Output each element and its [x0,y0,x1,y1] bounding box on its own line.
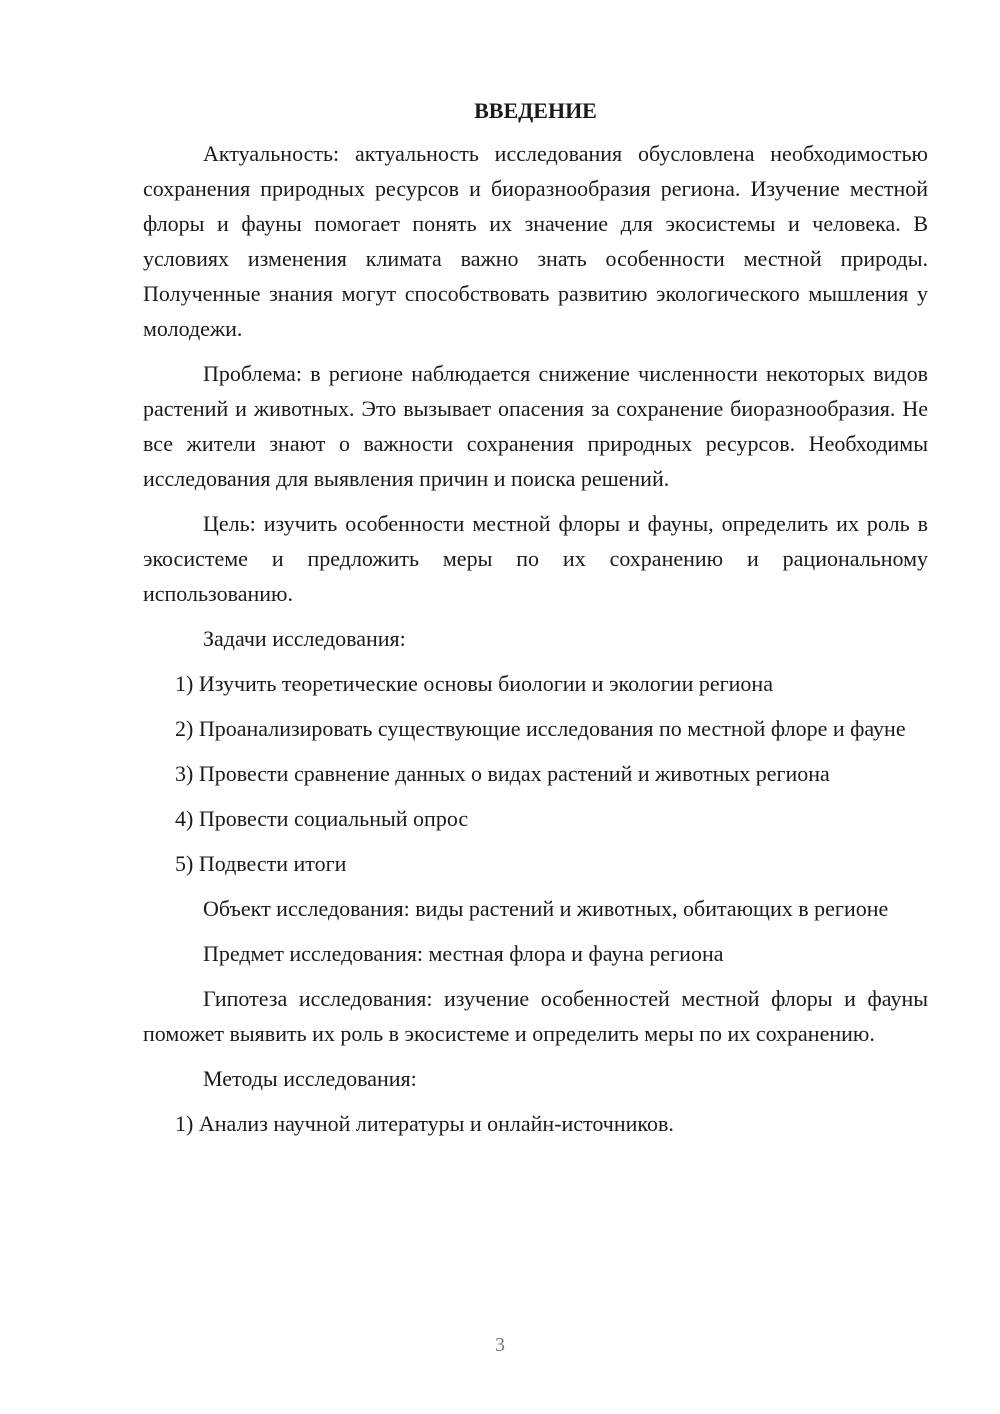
task-item: 2) Проанализировать существующие исследования по местной флоре и фауне [175,716,906,741]
task-item: 1) Изучить теоретические основы биологии и экологии региона [175,671,773,696]
task-item: 3) Провести сравнение данных о видах растений и животных региона [175,761,830,786]
task-item: 4) Провести социальный опрос [175,806,469,831]
method-item: 1) Анализ научной литературы и онлайн-источников. [175,1111,674,1136]
task-item: 5) Подвести итоги [175,851,347,876]
tasks-heading: Задачи исследования: [203,626,406,651]
paragraph-subject: Предмет исследования: местная флора и фауна региона [203,941,724,966]
paragraph-object: Объект исследования: виды растений и животных, обитающих в регионе [203,896,889,921]
document-page [143,96,928,1151]
paragraph-hypothesis: Гипотеза исследования: изучение особенностей местной флоры и фауны поможет выявить их роль в экосистеме и определить меры по их сохранению. [143,986,928,1046]
methods-heading: Методы исследования: [203,1066,417,1091]
paragraph-relevance: Актуальность: актуальность исследования обусловлена необходимостью сохранения природных ресурсов и биоразнообразия региона. Изучение местной флоры и фауны помогает понять их значение для экосистемы и человека. В условиях изменения климата важно знать особенности местной природы. Полученные знания могут способствовать развитию экологического мышления у молодежи. [143,141,928,341]
paragraph-goal: Цель: изучить особенности местной флоры и фауны, определить их роль в экосистеме и предложить меры по их сохранению и рациональному использованию. [143,511,928,606]
page-number: 3 [495,1334,505,1356]
paragraph-problem: Проблема: в регионе наблюдается снижение численности некоторых видов растений и животных. Это вызывает опасения за сохранение биоразнообразия. Не все жители знают о важности сохранения природных ресурсов. Необходимы исследования для выявления причин и поиска решений. [143,361,928,491]
document-title: ВВЕДЕНИЕ [474,98,597,123]
